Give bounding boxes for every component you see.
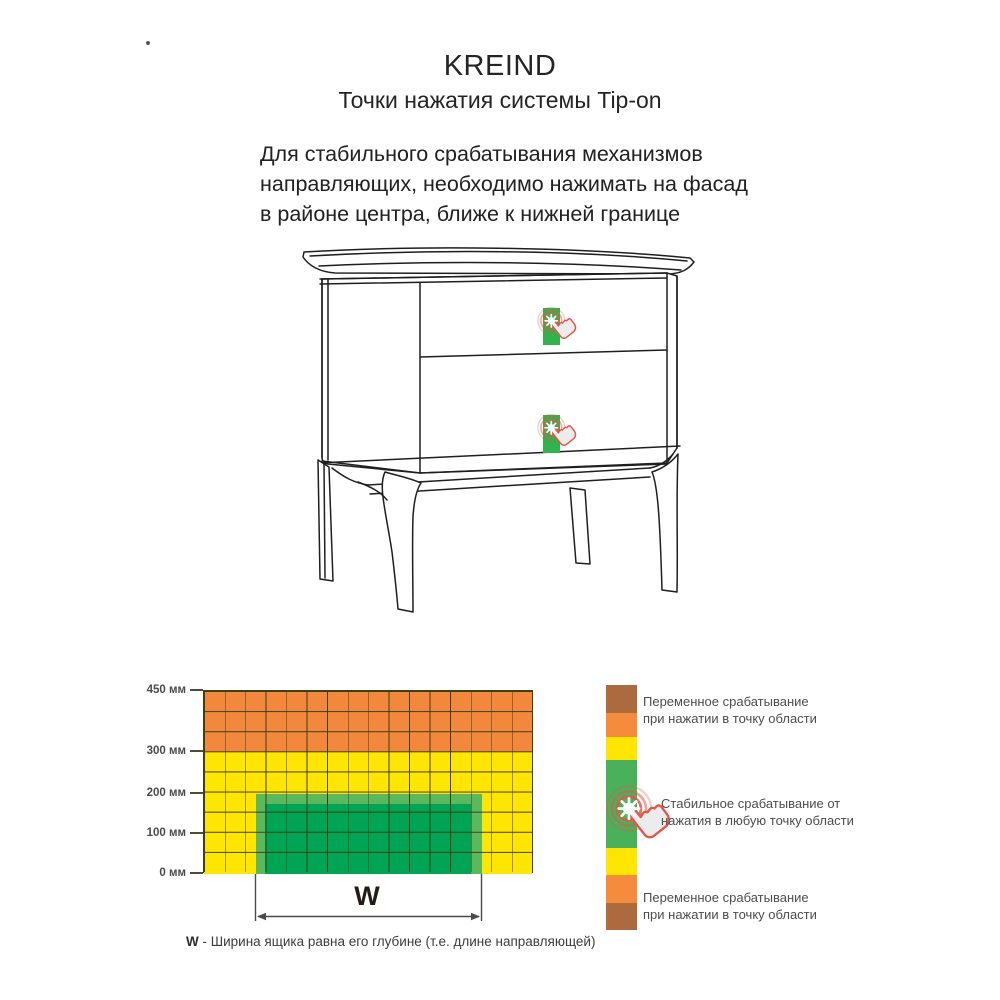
y-axis-label-450: 450 мм	[146, 684, 186, 696]
front-left-leg	[382, 472, 421, 612]
y-axis-label-300: 300 мм	[146, 745, 186, 757]
nightstand-top	[303, 248, 694, 274]
grid-lines	[204, 691, 532, 872]
y-axis-tick	[190, 832, 203, 834]
legend-item-bottom	[643, 889, 817, 923]
intro-line-2: направляющих, необходимо нажимать на фасад	[260, 172, 748, 196]
pressure-zone-chart	[203, 690, 533, 873]
y-axis-tick	[190, 750, 203, 752]
caption-w: W	[186, 934, 199, 949]
y-axis-tick	[190, 872, 203, 874]
y-axis-label-200: 200 мм	[146, 787, 186, 799]
legend-item-top	[643, 693, 817, 727]
stray-dot	[146, 41, 150, 45]
y-axis-label-0: 0 мм	[159, 867, 186, 879]
legend-seg-yellow-top	[606, 737, 637, 760]
nightstand-body	[320, 273, 677, 473]
legend-item-bottom-line1: Переменное срабатывание	[643, 890, 809, 905]
width-label: W	[354, 881, 380, 911]
intro-line-3: в районе центра, ближе к нижней границе	[260, 202, 681, 226]
intro-text	[260, 139, 748, 229]
legend-item-top-line1: Переменное срабатывание	[643, 694, 809, 709]
legend-seg-orange-top	[606, 713, 637, 737]
page-title: KREIND	[443, 50, 557, 82]
y-axis-tick	[190, 792, 203, 794]
intro-line-1: Для стабильного срабатывания механизмов	[260, 142, 703, 166]
back-right-leg	[570, 488, 590, 564]
legend-seg-orange-bottom	[606, 875, 637, 903]
page-subtitle: Точки нажатия системы Tip-on	[338, 87, 662, 113]
legend-item-middle-line2: нажатия в любую точку области	[661, 813, 854, 828]
legend-item-middle-line1: Стабильное срабатывание от	[661, 796, 841, 811]
front-right-leg	[652, 454, 678, 592]
legend-seg-brown-bottom	[606, 903, 637, 930]
chart-caption	[186, 934, 595, 949]
y-axis-label-100: 100 мм	[146, 827, 186, 839]
legend-item-bottom-line2: при нажатии в точку области	[643, 907, 817, 922]
nightstand-base	[318, 446, 680, 612]
legend-seg-brown-top	[606, 685, 637, 713]
legend-item-top-line2: при нажатии в точку области	[643, 711, 817, 726]
legend-item-middle	[661, 795, 854, 829]
nightstand-illustration	[240, 242, 700, 627]
caption-text: - Ширина ящика равна его глубине (т.е. длине направляющей)	[198, 934, 596, 949]
y-axis-tick	[190, 689, 203, 691]
